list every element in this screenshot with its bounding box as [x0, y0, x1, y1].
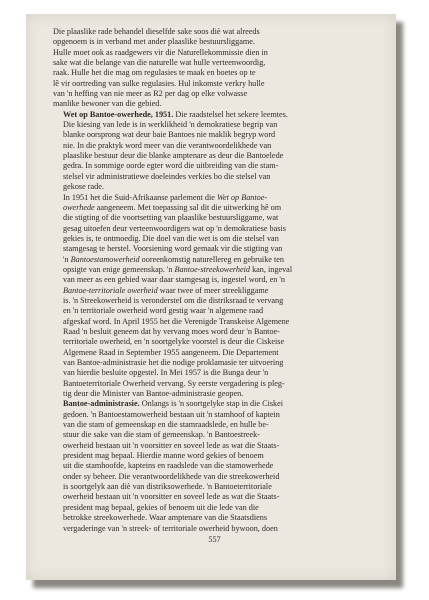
text-line: owerheid bestaan uit 'n voorsitter en soveel lede as wat die Staats-: [63, 492, 280, 502]
text-line: gedra. In sommige oorde egter word die uitbreiding van die stam-: [63, 161, 279, 171]
text-line: stamgesag te herstel. Voorsiening word gemaak vir die stigting van: [63, 244, 283, 254]
text-run: ooreenkomstig naturellereg en gebruike ten: [141, 254, 284, 264]
text-run: Onlangs is 'n soortgelyke stap in die Ciskei: [139, 399, 284, 409]
text-run: 'n: [63, 254, 71, 264]
text-run: aangeneem. Met toepassing sal dit die uitwerking hê om: [96, 202, 282, 212]
text-run: kan, ingeval: [250, 264, 293, 274]
text-line: owerheid bestaan uit 'n voorsitter en soveel lede as wat die Staats-: [63, 440, 280, 450]
text-line: afgeskaf word. In April 1955 het die Verenigde Transkeise Algemene: [63, 316, 290, 326]
text-line: uit die stamhoofde, kapteins en raadslede van die stamowerhede: [63, 461, 274, 471]
text-line: Raad 'n besluit geneem dat hy vervang moes word deur 'n Bantoe-: [63, 326, 280, 336]
text-line: [53, 203, 366, 213]
text-line: Die plaaslike rade behandel dieselfde sake soos diè wat alreeds: [53, 27, 260, 36]
text-line: [53, 265, 366, 275]
text-line: gedoen. 'n Bantoestamowerheid bestaan uit 'n stamhoof of kaptein: [63, 409, 280, 419]
text-run: Die raadstelsel het sekere leemtes.: [173, 109, 288, 119]
text-line: is. 'n Streekowerheid is verondersteI om die distriksraad te vervang: [63, 295, 284, 305]
text-line: gekies is, te ontmoedig. Die doel van die wet is om die stelsel van: [63, 233, 279, 243]
text-line: stelsel vir administratiewe doeleindes verkies bo die stelsel van: [63, 171, 271, 181]
page-number: 557: [208, 535, 221, 544]
text-line: en 'n territoriale owerheid word gestig waar 'n algemene raad: [63, 306, 264, 316]
italic-term: Wet op Bantoe-: [216, 192, 268, 202]
text-line: [53, 286, 366, 296]
text-run: waar twee of meer streekliggame: [157, 285, 269, 295]
text-run: In 1951 het die Suid-Afrikaanse parlement die: [63, 192, 217, 202]
text-line: plaaslike bestuur deur die blanke amptenare as deur die Bantoelede: [63, 151, 284, 161]
text-line: territoriale owerheid, en 'n soortgelyke voorstel is deur die Ciskeise: [63, 337, 285, 347]
text-line: president mag bepaal, gekies of benoem uit die lede van die: [63, 502, 259, 512]
text-line: van die stam of gemeenskap en die stamraadslede, en hulle be-: [63, 420, 269, 430]
section-heading: Wet op Bantoe-owerhede, 1951.: [63, 109, 174, 119]
text-line: lê vir oortreding van sulke regulasies. Hul inkomste verkry hulle: [53, 78, 265, 88]
text-line: gekose rade.: [63, 182, 104, 192]
text-line: van meer as een gebied waar daar stamgesag is, ingestel word, en 'n: [63, 275, 285, 285]
text-line: onder sy beheer. Die verantwoordelikhede van die streekowerheid: [63, 471, 280, 481]
text-line: [53, 255, 366, 265]
text-line: opgenoem is in verband met ander plaaslike bestuursliggame.: [53, 37, 255, 47]
text-line: die stigting of die voortsetting van plaaslike bestuursliggame, wat: [63, 213, 279, 223]
italic-term: Bantoe-streekowerheid: [174, 264, 251, 274]
paragraph-1: [53, 27, 366, 110]
text-line: Die kiesing van lede is in werklikheid 'n demokratiese begrip van: [63, 120, 278, 130]
text-line: [53, 110, 366, 120]
text-line: is soortgelyk aan diè van distriksowerhede. 'n Bantoeterritoriale: [63, 482, 272, 492]
text-line: van hierdie besluite opgestel. In Mei 1957 is die Bunga deur 'n: [63, 368, 269, 378]
italic-term: Bantoe-territoriale owerheid: [63, 285, 158, 295]
section-heading: Bantoe-administrasie.: [63, 399, 140, 409]
text-line: raak. Hulle het die mag om regulasies te maak en boetes op te: [53, 68, 256, 78]
italic-term: owerhede: [63, 202, 95, 212]
italic-term: Bantoestamowerheid: [70, 254, 140, 264]
text-line: [53, 193, 366, 203]
text-line: gesag uitoefen deur verteenwoordigers wat op 'n demokratiese basis: [63, 223, 286, 233]
text-line: betrokke streekowerhede. Waar amptenare van die Staatsdiens: [63, 513, 268, 523]
text-line: [53, 399, 366, 409]
text-line: president mag bepaal. Hierdie manne word gekies of benoem: [63, 451, 264, 461]
text-line: manlike bewoner van die gebied.: [53, 99, 162, 109]
text-line: vergaderinge van 'n streek- of territoriale owerheid bywoon, doen: [63, 523, 278, 533]
text-line: van 'n heffing van nie meer as R2 per dag op elke volwasse: [53, 89, 248, 99]
text-line: sake wat die belange van die naturelle wat hulle verteenwoordig,: [53, 58, 266, 68]
text-line: nie. In die praktyk word meer van die verantwoordelikhede van: [63, 140, 272, 150]
text-line: tig deur die Minister van Bantoe-administrasie geopen.: [63, 389, 244, 399]
text-line: blanke oorsprong wat deur baie Bantoes nie maklik begryp word: [63, 130, 276, 140]
page-body: [53, 27, 366, 534]
text-line: van Bantoe-administrasie het die nodige proklamasie ter uitvoering: [63, 358, 284, 367]
paragraph-4: [53, 399, 366, 533]
paragraph-2: [53, 110, 366, 193]
text-line: stuur die sake van die stam of gemeenskap. 'n Bantoestreek-: [63, 430, 261, 440]
text-line: Algemene Raad in September 1955 aangeneem. Die Departement: [63, 347, 279, 357]
text-run: opsigte van enige gemeenskap. 'n: [63, 264, 175, 274]
paragraph-3: [53, 193, 366, 400]
text-line: Hulle moet ook as raadgewers vir die Naturellekommissie dien in: [53, 47, 268, 57]
text-line: Bantoeterritoriale Owerheid vervang. Sy eerste vergadering is pleg-: [63, 378, 285, 388]
